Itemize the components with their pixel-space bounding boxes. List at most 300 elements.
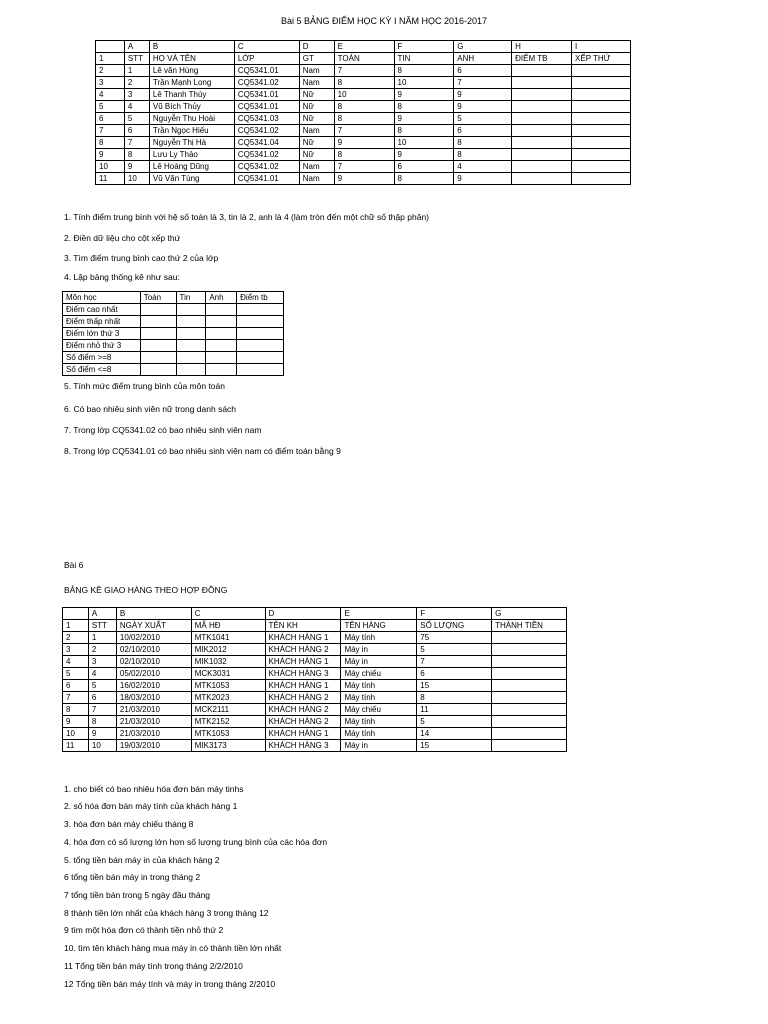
table-cell [492,668,567,680]
header-row [63,620,567,632]
table-cell: Nữ [299,113,334,125]
table-cell [96,41,125,53]
question-text: 9 tìm một hóa đơn có thành tiền nhỏ thứ 2 [64,925,224,935]
table-cell: KHÁCH HÀNG 1 [265,656,341,668]
table-cell: 3 [124,89,149,101]
table-cell: Điểm lớn thứ 3 [63,328,141,340]
table-cell: 21/03/2010 [116,728,191,740]
table-cell [140,304,176,316]
table-cell: Điểm nhỏ thứ 3 [63,340,141,352]
table-cell: KHÁCH HÀNG 2 [265,716,341,728]
table-cell [572,77,631,89]
table-cell: 10 [394,137,454,149]
table-cell: 3 [96,77,125,89]
table-cell: KHÁCH HÀNG 3 [265,668,341,680]
bai6-delivery-table [62,607,567,752]
table-cell: Máy in [341,644,417,656]
table-cell: CQ5341.02 [234,125,299,137]
table-cell: THÀNH TIỀN [492,620,567,632]
table-cell [140,316,176,328]
table-cell: Môn học [63,292,141,304]
table-cell [512,137,572,149]
table-cell: 10 [334,89,394,101]
table-cell: Trần Ngọc Hiếu [149,125,234,137]
question-text: 6. Có bao nhiêu sinh viên nữ trong danh sách [64,404,237,414]
table-cell [572,137,631,149]
table-cell [512,89,572,101]
table-cell: 6 [96,113,125,125]
table-cell: CQ5341.02 [234,149,299,161]
table-cell: 2 [96,65,125,77]
table-cell: Lưu Ly Thảo [149,149,234,161]
table-cell: 21/03/2010 [116,704,191,716]
table-cell [512,65,572,77]
table-cell: 10 [88,740,116,752]
table-cell [492,704,567,716]
table-cell: 16/02/2010 [116,680,191,692]
table-cell: 9 [454,89,512,101]
table-cell [572,89,631,101]
question-text: 5. Tính mức điểm trung bình của môn toán [64,381,225,391]
table-cell: MCK3031 [191,668,265,680]
table-cell: 9 [454,101,512,113]
table-cell: 15 [417,680,492,692]
table-row [63,668,567,680]
table-cell: MÃ HĐ [191,620,265,632]
column-letter-row [96,41,631,53]
question-text: 8 thành tiền lớn nhất của khách hàng 3 trong tháng 12 [64,908,269,918]
table-cell: 8 [334,149,394,161]
table-row [96,125,631,137]
table-cell [512,77,572,89]
table-cell [572,125,631,137]
table-cell: 1 [63,620,89,632]
table-cell: Máy tính [341,680,417,692]
table-cell [492,644,567,656]
table-cell: 4 [454,161,512,173]
table-cell: NGÀY XUẤT [116,620,191,632]
table-cell: C [234,41,299,53]
table-cell: MTK1053 [191,728,265,740]
table-row [63,680,567,692]
table-cell: A [124,41,149,53]
table-cell: 4 [96,89,125,101]
table-cell: Máy tính [341,728,417,740]
table-cell: A [88,608,116,620]
table-cell: KHÁCH HÀNG 2 [265,644,341,656]
table-row [96,113,631,125]
table-cell [492,656,567,668]
table-cell: 8 [124,149,149,161]
table-row [63,328,284,340]
table-cell: Nam [299,161,334,173]
column-letter-row [63,608,567,620]
table-cell: 2 [88,644,116,656]
table-cell: Lê Thanh Thúy [149,89,234,101]
table-cell: C [191,608,265,620]
table-cell: 14 [417,728,492,740]
table-cell: 11 [96,173,125,185]
question-text: 1. cho biết có bao nhiêu hóa đơn bán máy tinhs [64,784,244,794]
table-cell: 02/10/2010 [116,656,191,668]
table-cell [176,304,206,316]
table-cell: Nữ [299,101,334,113]
table-cell: 8 [334,101,394,113]
table-cell [237,340,284,352]
table-cell: Điểm cao nhất [63,304,141,316]
table-cell: F [394,41,454,53]
table-cell: Nam [299,65,334,77]
table-cell [492,716,567,728]
table-cell: Điểm thấp nhất [63,316,141,328]
table-cell: Số điểm <=8 [63,364,141,376]
question-text: 6 tổng tiền bán máy in trong tháng 2 [64,872,201,882]
question-text: 10. tìm tên khách hàng mua máy in có thành tiền lớn nhất [64,943,282,953]
table-cell [140,352,176,364]
table-cell: Nam [299,77,334,89]
table-cell [237,328,284,340]
table-cell: 8 [394,65,454,77]
question-text: 2. Điền dữ liệu cho cột xếp thứ [64,233,181,243]
table-cell: 5 [63,668,89,680]
table-cell: 5 [454,113,512,125]
table-row [96,77,631,89]
table-row [63,352,284,364]
table-cell: CQ5341.01 [234,65,299,77]
table-cell: 6 [124,125,149,137]
table-cell: MCK2111 [191,704,265,716]
table-cell: 9 [334,173,394,185]
table-cell: CQ5341.02 [234,161,299,173]
table-cell [512,113,572,125]
table-cell: 7 [96,125,125,137]
table-cell [140,340,176,352]
table-cell [140,364,176,376]
table-cell: Nguyễn Thu Hoài [149,113,234,125]
table-cell: 5 [124,113,149,125]
table-cell: 9 [88,728,116,740]
table-cell: 2 [63,632,89,644]
question-text: 11 Tổng tiền bán máy tính trong tháng 2/2/2010 [64,961,243,971]
table-cell: 8 [334,77,394,89]
table-cell: SỐ LƯỢNG [417,620,492,632]
table-cell: TOÁN [334,53,394,65]
table-row [63,340,284,352]
table-cell [206,364,237,376]
table-cell: 10 [96,161,125,173]
table-cell: 8 [63,704,89,716]
table-cell: Máy tính [341,716,417,728]
table-cell: Nam [299,173,334,185]
table-cell: ANH [454,53,512,65]
table-cell: E [334,41,394,53]
table-cell: Nữ [299,89,334,101]
table-cell: TIN [394,53,454,65]
table-cell: CQ5341.02 [234,77,299,89]
question-text: 3. hóa đơn bán máy chiếu tháng 8 [64,819,194,829]
table-cell: Máy chiếu [341,704,417,716]
table-cell: CQ5341.01 [234,173,299,185]
table-cell: Số điểm >=8 [63,352,141,364]
table-cell: 5 [96,101,125,113]
table-cell [492,740,567,752]
table-cell [206,316,237,328]
table-cell: Máy tính [341,632,417,644]
table-cell: 5 [417,644,492,656]
table-cell: 8 [394,125,454,137]
table-cell: 7 [88,704,116,716]
table-cell: 8 [417,692,492,704]
table-cell [512,161,572,173]
table-cell: 8 [88,716,116,728]
table-cell: 9 [334,137,394,149]
table-cell [512,149,572,161]
table-cell: 6 [88,692,116,704]
table-cell: MIK1032 [191,656,265,668]
table-cell: Nữ [299,137,334,149]
table-cell: STT [88,620,116,632]
table-cell: TÊN KH [265,620,341,632]
table-cell [206,304,237,316]
table-cell: GT [299,53,334,65]
table-cell: 1 [124,65,149,77]
question-text: 3. Tìm điểm trung bình cao thứ 2 của lớp [64,253,219,263]
bai6-title: BẢNG KÊ GIAO HÀNG THEO HỢP ĐỒNG [64,585,228,595]
table-cell: E [341,608,417,620]
table-row [63,316,284,328]
table-cell [206,328,237,340]
table-cell: H [512,41,572,53]
question-text: 5. tổng tiền bán máy in của khách hàng 2 [64,855,220,865]
table-row [63,364,284,376]
table-cell: 10 [124,173,149,185]
table-cell: 10 [394,77,454,89]
table-cell: 5 [88,680,116,692]
question-text: 4. Lập bảng thống kê như sau: [64,272,180,282]
table-cell [176,364,206,376]
table-cell: B [149,41,234,53]
table-cell: 1 [88,632,116,644]
table-cell: 7 [334,65,394,77]
table-cell: 11 [417,704,492,716]
table-cell [492,680,567,692]
table-cell [512,101,572,113]
table-cell: 4 [63,656,89,668]
table-cell: KHÁCH HÀNG 2 [265,704,341,716]
table-cell [572,65,631,77]
table-cell: 6 [417,668,492,680]
table-cell: CQ5341.04 [234,137,299,149]
table-cell: 7 [334,125,394,137]
table-cell: Toán [140,292,176,304]
table-row [96,65,631,77]
table-cell: Nam [299,125,334,137]
table-cell [176,316,206,328]
table-cell: 6 [394,161,454,173]
table-cell: CQ5341.01 [234,89,299,101]
table-cell: 8 [334,113,394,125]
table-cell: Trần Mạnh Long [149,77,234,89]
table-cell: 7 [63,692,89,704]
table-cell: 9 [394,113,454,125]
table-cell: 15 [417,740,492,752]
table-cell: KHÁCH HÀNG 2 [265,692,341,704]
header-row [96,53,631,65]
table-cell: Điểm tb [237,292,284,304]
table-row [63,632,567,644]
table-cell: STT [124,53,149,65]
table-cell: 11 [63,740,89,752]
table-cell: 21/03/2010 [116,716,191,728]
header-row [63,292,284,304]
table-cell [206,340,237,352]
table-cell: CQ5341.03 [234,113,299,125]
stats-table [62,291,284,376]
table-cell: G [454,41,512,53]
table-cell: Máy in [341,656,417,668]
table-cell: 10/02/2010 [116,632,191,644]
table-cell: 5 [417,716,492,728]
table-cell: MTK2023 [191,692,265,704]
table-cell: 02/10/2010 [116,644,191,656]
table-cell: Máy tính [341,692,417,704]
table-cell [572,149,631,161]
table-row [96,137,631,149]
table-row [96,101,631,113]
table-cell: Anh [206,292,237,304]
table-row [96,173,631,185]
table-cell [176,328,206,340]
table-cell [512,173,572,185]
table-cell: 9 [394,89,454,101]
table-cell: F [417,608,492,620]
table-row [96,161,631,173]
table-cell: 10 [63,728,89,740]
table-cell: 6 [454,65,512,77]
table-cell: 19/03/2010 [116,740,191,752]
table-cell: 7 [417,656,492,668]
table-cell [237,352,284,364]
table-cell: Lê văn Hùng [149,65,234,77]
table-cell [572,161,631,173]
table-cell: CQ5341.01 [234,101,299,113]
table-cell: D [299,41,334,53]
table-cell [176,352,206,364]
question-text: 2. số hóa đơn bán máy tính của khách hàng 1 [64,801,238,811]
question-text: 12 Tổng tiền bán máy tính và máy in trong tháng 2/2010 [64,979,276,989]
table-cell: 9 [454,173,512,185]
table-cell [512,125,572,137]
table-cell: 9 [63,716,89,728]
table-cell [176,340,206,352]
table-cell: Máy in [341,740,417,752]
table-cell: 9 [394,149,454,161]
table-cell: 8 [394,101,454,113]
table-cell: 7 [454,77,512,89]
table-cell: Máy chiếu [341,668,417,680]
table-cell: KHÁCH HÀNG 1 [265,632,341,644]
table-row [63,692,567,704]
table-cell: 7 [334,161,394,173]
question-text: 4. hóa đơn có số lượng lớn hơn số lượng trung bình của các hóa đơn [64,837,328,847]
table-cell: MTK1053 [191,680,265,692]
table-cell [63,608,89,620]
table-cell: MTK2152 [191,716,265,728]
table-row [63,704,567,716]
table-cell: Vũ Bích Thủy [149,101,234,113]
table-cell: Tin [176,292,206,304]
table-cell: MIK2012 [191,644,265,656]
question-text: 7. Trong lớp CQ5341.02 có bao nhiêu sinh viên nam [64,425,262,435]
table-cell: 1 [96,53,125,65]
table-cell: Nguyễn Thị Hà [149,137,234,149]
table-cell: D [265,608,341,620]
table-cell [572,113,631,125]
table-row [63,656,567,668]
table-row [63,728,567,740]
table-cell: Lê Hoàng Dũng [149,161,234,173]
table-cell [140,328,176,340]
table-row [63,644,567,656]
table-cell: KHÁCH HÀNG 1 [265,728,341,740]
table-cell: B [116,608,191,620]
table-cell [237,304,284,316]
table-cell: LỚP [234,53,299,65]
table-cell: MIK3173 [191,740,265,752]
table-cell: XẾP THỨ [572,53,631,65]
table-cell: 18/03/2010 [116,692,191,704]
table-cell: I [572,41,631,53]
table-cell: MTK1041 [191,632,265,644]
table-cell [237,364,284,376]
table-cell [492,632,567,644]
table-cell: 6 [63,680,89,692]
bai6-label: Bài 6 [64,560,84,570]
table-cell: Vũ Văn Tùng [149,173,234,185]
table-cell: 3 [88,656,116,668]
table-cell: 8 [454,149,512,161]
table-cell: ĐIỂM TB [512,53,572,65]
table-cell: 7 [124,137,149,149]
table-cell: 4 [88,668,116,680]
table-cell: 6 [454,125,512,137]
table-cell: 2 [124,77,149,89]
question-text: 1. Tính điểm trung bình với hệ số toán là 3, tin là 2, anh là 4 (làm tròn đến một chữ số thập phân) [64,212,430,222]
table-cell: 05/02/2010 [116,668,191,680]
table-cell: KHÁCH HÀNG 3 [265,740,341,752]
table-row [63,740,567,752]
table-cell: 8 [454,137,512,149]
question-text: 8. Trong lớp CQ5341.01 có bao nhiêu sinh viên nam có điểm toán bằng 9 [64,446,341,456]
table-row [96,149,631,161]
table-cell [572,101,631,113]
table-cell: HỌ VÀ TÊN [149,53,234,65]
table-cell: 3 [63,644,89,656]
table-cell: KHÁCH HÀNG 1 [265,680,341,692]
question-text: 7 tổng tiền bán trong 5 ngày đầu tháng [64,890,211,900]
table-cell [572,173,631,185]
table-cell [492,692,567,704]
table-cell: 75 [417,632,492,644]
table-cell: TÊN HÀNG [341,620,417,632]
bai5-grade-table [95,40,631,185]
table-row [63,716,567,728]
table-cell [206,352,237,364]
table-cell: 8 [394,173,454,185]
table-cell [492,728,567,740]
bai5-title: Bài 5 BẢNG ĐIỂM HỌC KỲ I NĂM HỌC 2016-2017 [280,16,488,26]
table-row [63,304,284,316]
